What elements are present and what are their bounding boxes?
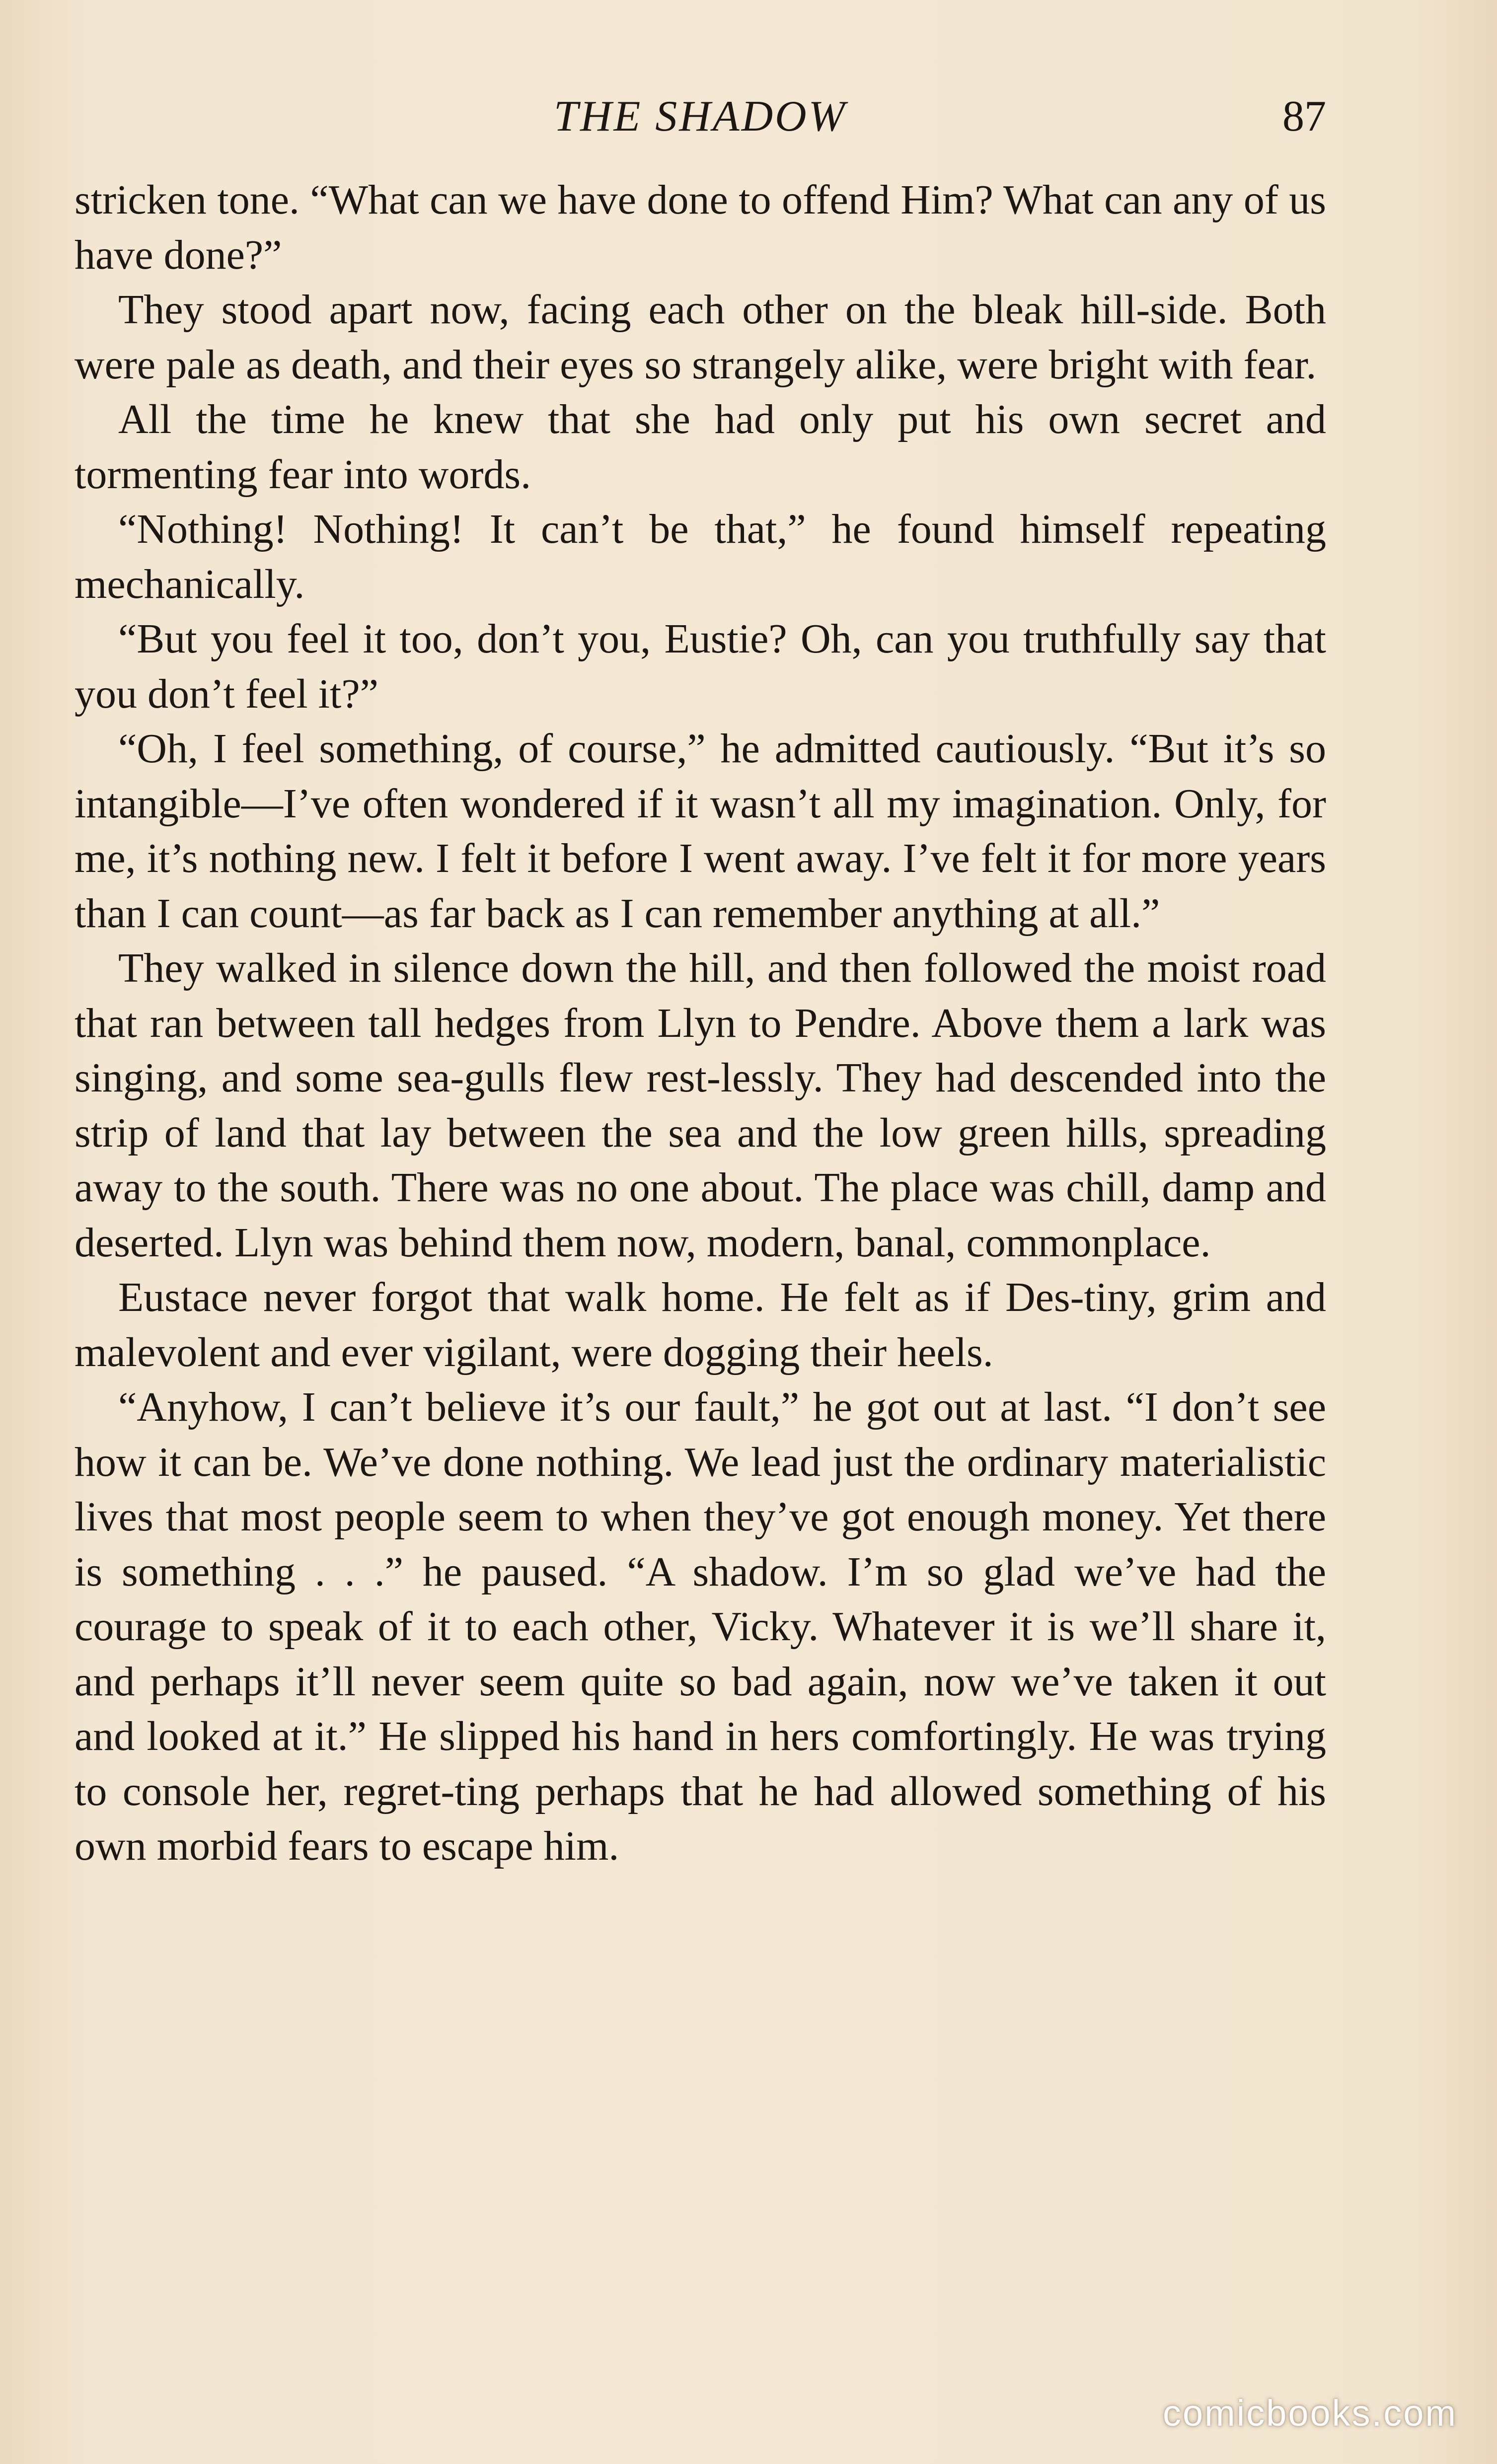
body-text <box>75 173 1326 1874</box>
paragraph: “Nothing! Nothing! It can’t be that,” he found himself repeating mechanically. <box>75 506 1326 607</box>
paragraph: “Anyhow, I can’t believe it’s our fault,” he got out at last. “I don’t see how it can be. We’ve done nothing. We lead just the ordinary materialistic lives that most people seem to when they’ve got enough money. Yet there is something . . .” he paused. “A shadow. I’m so glad we’ve had the courage to speak of it to each other, Vicky. Whatever it is we’ll share it, and perhaps it’ll never seem quite so bad again, now we’ve taken it out and looked at it.” He slipped his hand in hers comfortingly. He was trying to console her, regret-ting perhaps that he had allowed something of his own morbid fears to escape him. <box>75 1384 1326 1869</box>
paragraph: “But you feel it too, don’t you, Eustie? Oh, can you truthfully say that you don’t feel it?” <box>75 616 1326 717</box>
paragraph: All the time he knew that she had only put his own secret and tormenting fear into words. <box>75 396 1326 498</box>
paragraph: They walked in silence down the hill, and then followed the moist road that ran between tall hedges from Llyn to Pendre. Above them a lark was singing, and some sea-gulls flew rest-lessly. They had descended into the strip of land that lay between the sea and the low green hills, spreading away to the south. There was no one about. The place was chill, damp and deserted. Llyn was behind them now, modern, banal, commonplace. <box>75 945 1326 1266</box>
page-number: 87 <box>1282 92 1326 141</box>
paragraph: “Oh, I feel something, of course,” he admitted cautiously. “But it’s so intangible—I’ve often wondered if it wasn’t all my imagination. Only, for me, it’s nothing new. I felt it before I went away. I’ve felt it for more years than I can count—as far back as I can remember anything at all.” <box>75 725 1326 937</box>
paragraph: Eustace never forgot that walk home. He felt as if Des-tiny, grim and malevolent and ever vigilant, were dogging their heels. <box>75 1274 1326 1376</box>
running-head <box>75 89 1326 144</box>
site-watermark: comicbooks.com <box>1162 2392 1457 2434</box>
running-title: THE SHADOW <box>554 92 847 141</box>
paragraph: They stood apart now, facing each other on the bleak hill-side. Both were pale as death, and their eyes so strangely alike, were bright with fear. <box>75 287 1326 388</box>
paragraph: stricken tone. “What can we have done to offend Him? What can any of us have done?” <box>75 177 1326 278</box>
